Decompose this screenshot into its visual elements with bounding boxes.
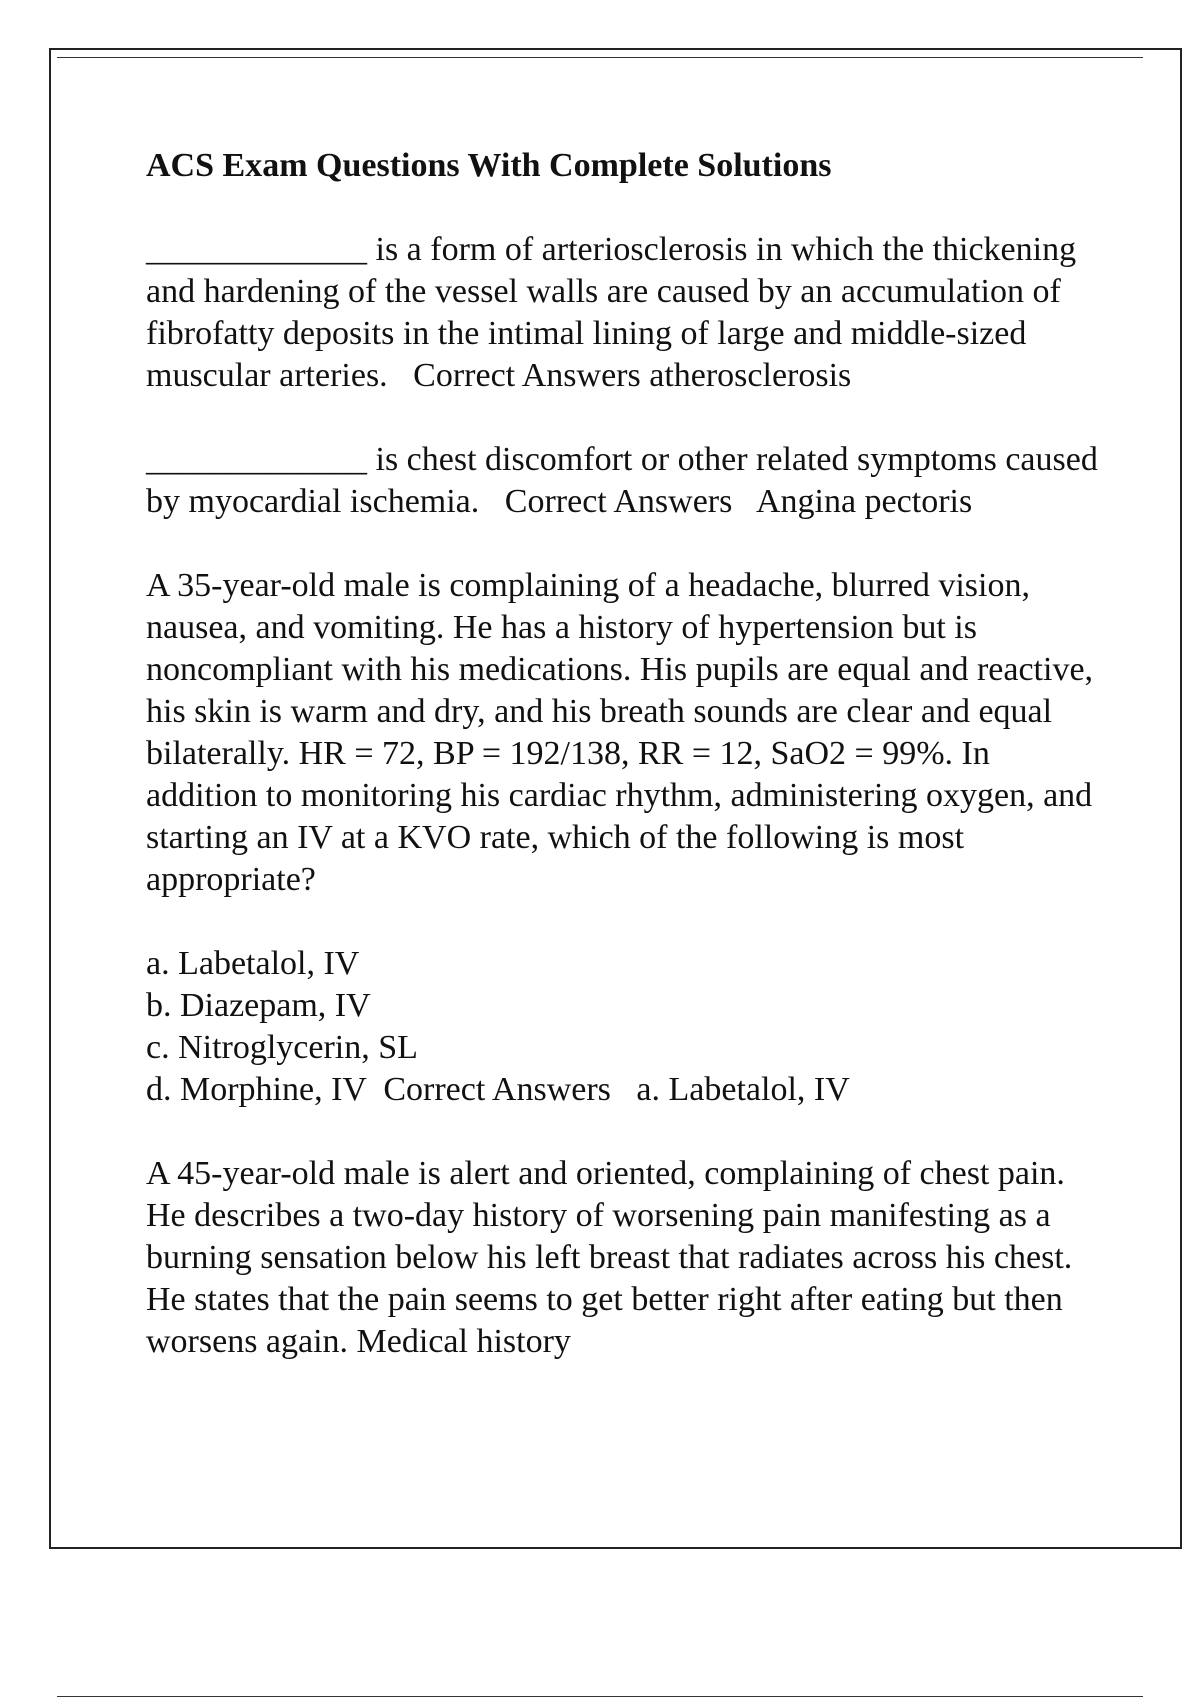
header-rule bbox=[57, 57, 1143, 58]
option-a: a. Labetalol, IV bbox=[146, 945, 360, 982]
qa-item-1 bbox=[146, 229, 1106, 397]
option-c: c. Nitroglycerin, SL bbox=[146, 1029, 418, 1066]
question-text: A 45-year-old male is alert and oriented, complaining of chest pain. He describes a two-day history of worsening pain manifesting as a burning sensation below his left breast that radiates across his chest. He states that the pain seems to get better right after eating but then worsens again. Medical history bbox=[146, 1155, 1073, 1360]
answer-label: Correct Answers bbox=[504, 483, 733, 520]
answer-options bbox=[146, 943, 1106, 1111]
option-d-with-answer bbox=[146, 1069, 1106, 1111]
question-text: _____________ is chest discomfort or other related symptoms caused by myocardial ischemia. bbox=[146, 441, 1098, 520]
question-text: _____________ is a form of arteriosclerosis in which the thickening and hardening of the vessel walls are caused by an accumulation of fibrofatty deposits in the intimal lining of large and middle-sized muscular arteries. bbox=[146, 231, 1077, 394]
answer-label: Correct Answers bbox=[413, 357, 641, 394]
footer-rule bbox=[57, 1696, 1143, 1697]
answer-label: Correct Answers bbox=[383, 1071, 611, 1108]
document-title: ACS Exam Questions With Complete Solutions bbox=[146, 147, 832, 184]
option-b: b. Diazepam, IV bbox=[146, 987, 371, 1024]
answer-text: atherosclerosis bbox=[649, 357, 852, 394]
question-text: A 35-year-old male is complaining of a headache, blurred vision, nausea, and vomiting. He has a history of hypertension but is noncompliant with his medications. His pupils are equal and reactive, his skin is warm and dry, and his breath sounds are clear and equal bilaterally. HR = 72, BP = 192/138, RR = 12, SaO2 = 99%. In addition to monitoring his cardiac rhythm, administering oxygen, and starting an IV at a KVO rate, which of the following is most appropriate? bbox=[146, 567, 1094, 898]
qa-item-3 bbox=[146, 565, 1106, 1111]
option-d: d. Morphine, IV bbox=[146, 1071, 367, 1108]
answer-text: a. Labetalol, IV bbox=[636, 1071, 850, 1108]
answer-text: Angina pectoris bbox=[755, 483, 973, 520]
qa-item-4 bbox=[146, 1153, 1106, 1363]
qa-item-2 bbox=[146, 439, 1106, 523]
document-body bbox=[146, 145, 1106, 1405]
